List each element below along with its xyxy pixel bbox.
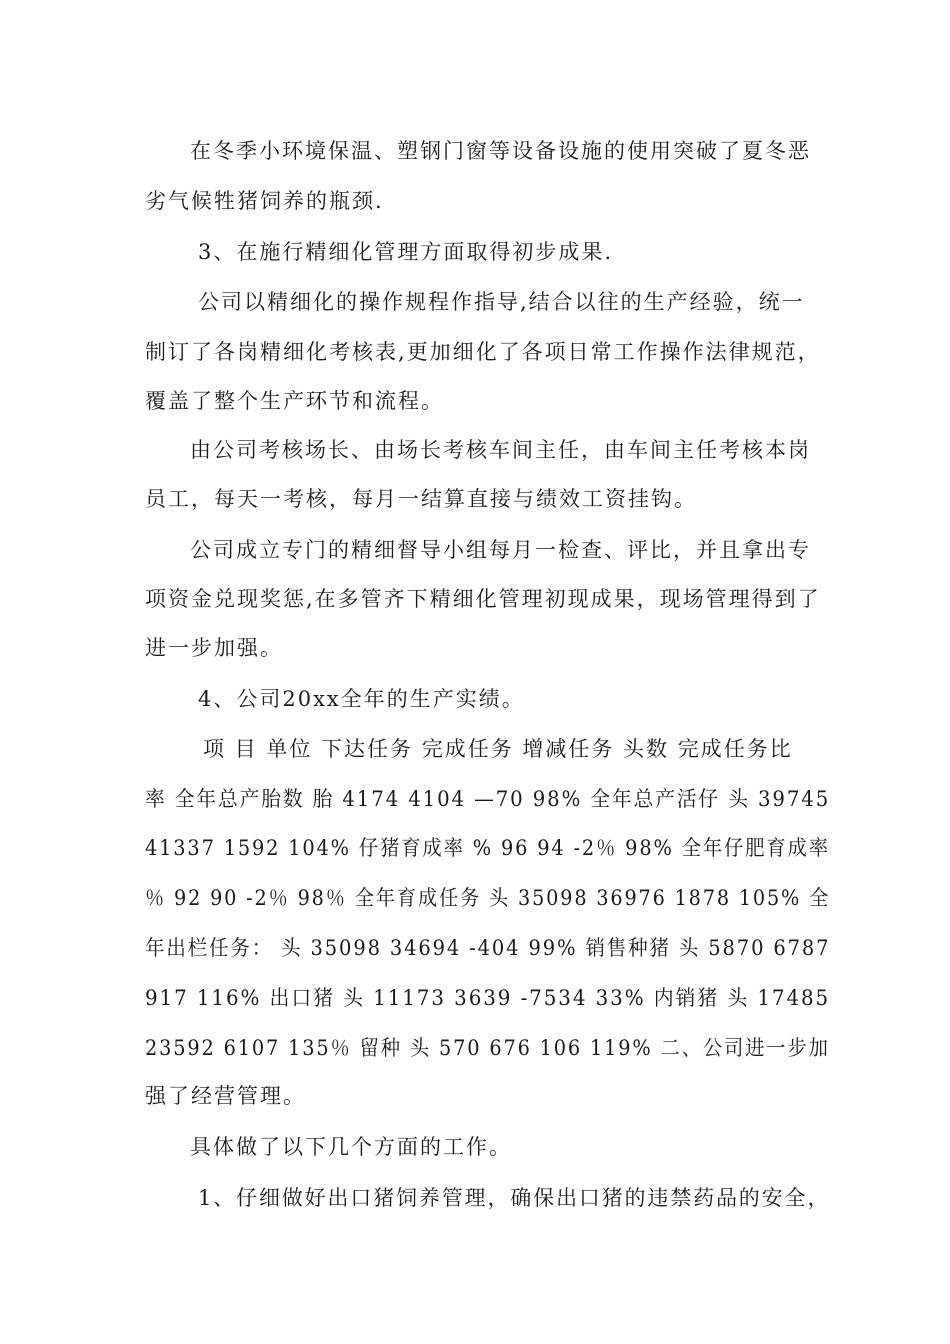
text-line: 制订了各岗精细化考核表,更加细化了各项日常工作操作法律规范， [145, 340, 821, 364]
text-line: 1、仔细做好出口猪饲养管理，确保出口猪的违禁药品的安全， [198, 1186, 831, 1210]
text-line: 年出栏任务： 头 35098 34694 -404 99% 销售种猪 头 5870 6787 [145, 936, 831, 960]
text-line: 具体做了以下几个方面的工作。 [190, 1135, 512, 1159]
text-line: 在冬季小环境保温、塑钢门窗等设备设施的使用突破了夏冬恶 [190, 139, 811, 163]
text-line: 进一步加强。 [145, 636, 283, 660]
text-line: 由公司考核场长、由场长考核车间主任，由车间主任考核本岗 [190, 438, 811, 462]
text-line: 覆盖了整个生产环节和流程。 [145, 389, 444, 413]
text-line: 劣气候牲猪饲养的瓶颈. [145, 189, 384, 213]
text-line: 23592 6107 135％ 留种 头 570 676 106 119% 二、公司进一步加 [145, 1036, 830, 1060]
text-line: 41337 1592 104% 仔猪育成率 % 96 94 -2％ 98% 全年仔肥育成率 [145, 836, 830, 860]
text-line: 917 116% 出口猪 头 11173 3639 -7534 33% 内销猪 头 17485 [145, 986, 831, 1010]
text-line: 员工，每天一考核，每月一结算直接与绩效工资挂钩。 [145, 487, 697, 511]
text-line: 3、在施行精细化管理方面取得初步成果. [198, 240, 614, 264]
text-line: 强了经营管理。 [145, 1084, 306, 1108]
text-line: 率 全年总产胎数 胎 4174 4104 —70 98% 全年总产活仔 头 39745 [145, 787, 831, 811]
text-line: 4、公司20xx全年的生产实绩。 [198, 687, 525, 711]
text-line: ％ 92 90 -2％ 98％ 全年育成任务 头 35098 36976 1878 105% 全 [145, 886, 831, 910]
text-line: 项资金兑现奖惩,在多管齐下精细化管理初现成果，现场管理得到了 [145, 587, 821, 611]
text-line: 公司成立专门的精细督导小组每月一检查、评比，并且拿出专 [190, 538, 811, 562]
text-line: 公司以精细化的操作规程作指导,结合以往的生产经验，统一 [198, 290, 805, 314]
text-line: 项 目 单位 下达任务 完成任务 增减任务 头数 完成任务比 [203, 737, 793, 761]
